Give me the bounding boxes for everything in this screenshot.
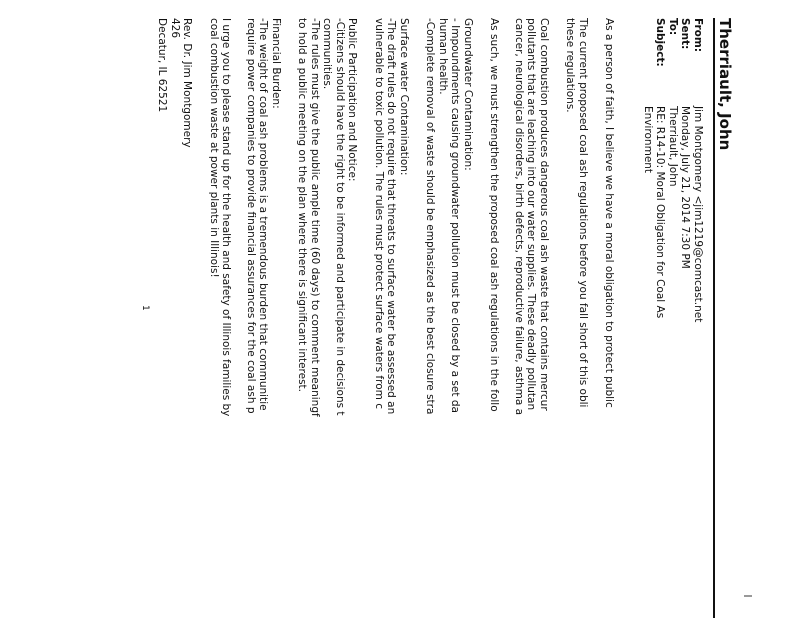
as-such-paragraph: As such, we must strengthen the proposed coal ash regulations in the follo [488,18,501,412]
groundwater-line-1: - Impoundments causing groundwater pollution must be closed by a set da [449,18,462,413]
coal-paragraph-line-2: pollutants that are leaching into our water supplies. These deadly pollutan [525,18,538,411]
signature-line-2: 426 [169,18,181,39]
public-participation-heading: Public Participation and Notice: [346,18,359,182]
to-label: To: [667,18,679,36]
financial-burden-line-2: require power companies to provide financial assurances for the coal ash p [245,18,257,414]
coal-paragraph-line-1: Coal combustion produces dangerous coal ash waste that contains mercur [538,18,550,411]
to-value: Therriault, John [667,106,679,187]
intro-paragraph: As a person of faith, I believe we have a moral obligation to protect public [603,18,616,408]
subject-label: Subject: [654,18,667,67]
public-participation-line-3: -The rules must give the public ample time (60 days) to comment meaningf [309,18,321,417]
current-regs-line-2: these regulations. [564,18,577,113]
sent-value: Monday, July 21, 2014 7:30 PM [679,106,692,269]
email-meta [642,18,705,618]
sender-name-heading: Therriault, John [713,18,734,618]
groundwater-line-2: human health. [437,18,449,95]
urge-line-2: coal combustion waste at power plants in Illinois! [208,18,220,278]
financial-burden-line-1: -The weight of coal ash problems is a tremendous burden that communitie [257,18,270,411]
surface-water-line-1: -The draft rules do not require that threats to surface water be assessed an [385,18,398,415]
from-value: Jim Montgomery <jim1219@comcast.net [692,106,704,323]
public-participation-line-1: -Citizens should have the right to be informed and participate in decisions t [334,18,346,416]
scan-speck [744,595,752,597]
surface-water-heading: Surface water Contamination: [398,18,410,176]
subject-line-2: Environment [642,106,654,174]
financial-burden-heading: Financial Burden: [270,18,282,109]
subject-line-1: RE: R14-10: Moral Obligation for Coal As [654,106,667,319]
coal-paragraph-line-3: cancer, neurological disorders, birth defects, reproductive failure, asthma a [513,18,525,416]
public-participation-line-4: to hold a public meeting on the plan where there is significant interest. [296,18,309,393]
groundwater-line-3: -Complete removal of waste should be emphasized as the best closure stra [424,18,437,415]
email-document [0,18,734,618]
signature-name: Rev. Dr. Jim Montgomery [181,18,194,148]
sent-label: Sent: [679,18,692,50]
subject-value [642,106,667,318]
groundwater-heading: Groundwater Contamination: [462,18,474,171]
subject-row [642,18,667,618]
page-number: 1 [140,305,150,311]
public-participation-line-2: communities. [321,18,334,90]
sent-row [679,18,692,618]
surface-water-line-2: vulnerable to toxic pollution. The rules must protect surface waters from c [373,18,385,409]
from-row [692,18,705,618]
urge-line-1: I urge you to please stand up for the health and safety of Illinois families by [220,18,233,417]
signature-city: Decatur, IL 62521 [156,18,169,113]
current-regs-line-1: The current proposed coal ash regulations before you fall short of this obli [577,18,589,408]
to-row [667,18,680,618]
from-label: From: [692,18,704,53]
